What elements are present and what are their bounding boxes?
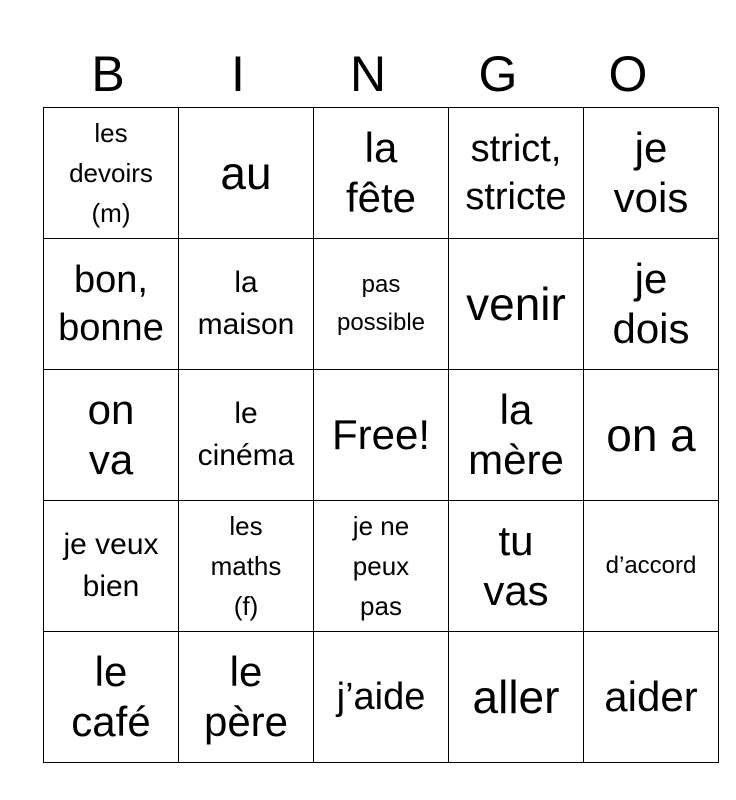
bingo-cell: la maison bbox=[179, 239, 314, 370]
board-row bbox=[44, 239, 719, 370]
header-letter-o: O bbox=[608, 46, 648, 102]
bingo-cell: la fête bbox=[314, 108, 449, 239]
bingo-cell: la mère bbox=[449, 370, 584, 501]
bingo-cell: je vois bbox=[584, 108, 719, 239]
board-row bbox=[44, 370, 719, 501]
bingo-cell: on va bbox=[44, 370, 179, 501]
bingo-cell: au bbox=[179, 108, 314, 239]
bingo-cell: je veux bien bbox=[44, 501, 179, 632]
bingo-cell: je ne peux pas bbox=[314, 501, 449, 632]
bingo-cell: tu vas bbox=[449, 501, 584, 632]
bingo-cell free-space: Free! bbox=[314, 370, 449, 501]
header-letter-b: B bbox=[91, 46, 125, 102]
bingo-cell: le cinéma bbox=[179, 370, 314, 501]
board-row bbox=[44, 501, 719, 632]
bingo-cell: le café bbox=[44, 632, 179, 763]
bingo-cell: d’accord bbox=[584, 501, 719, 632]
bingo-cell: strict, stricte bbox=[449, 108, 584, 239]
bingo-cell: pas possible bbox=[314, 239, 449, 370]
bingo-cell: le père bbox=[179, 632, 314, 763]
bingo-cell: bon, bonne bbox=[44, 239, 179, 370]
header-letter-g: G bbox=[478, 46, 518, 102]
bingo-cell: je dois bbox=[584, 239, 719, 370]
bingo-board bbox=[43, 107, 719, 763]
bingo-cell: aller bbox=[449, 632, 584, 763]
bingo-cell: j’aide bbox=[314, 632, 449, 763]
bingo-cell: on a bbox=[584, 370, 719, 501]
bingo-cell: les devoirs (m) bbox=[44, 108, 179, 239]
bingo-header bbox=[43, 40, 693, 108]
bingo-cell: venir bbox=[449, 239, 584, 370]
board-row bbox=[44, 632, 719, 763]
header-letter-n: N bbox=[349, 46, 387, 102]
bingo-cell: les maths (f) bbox=[179, 501, 314, 632]
board-row bbox=[44, 108, 719, 239]
bingo-cell: aider bbox=[584, 632, 719, 763]
header-letter-i: I bbox=[231, 46, 245, 102]
